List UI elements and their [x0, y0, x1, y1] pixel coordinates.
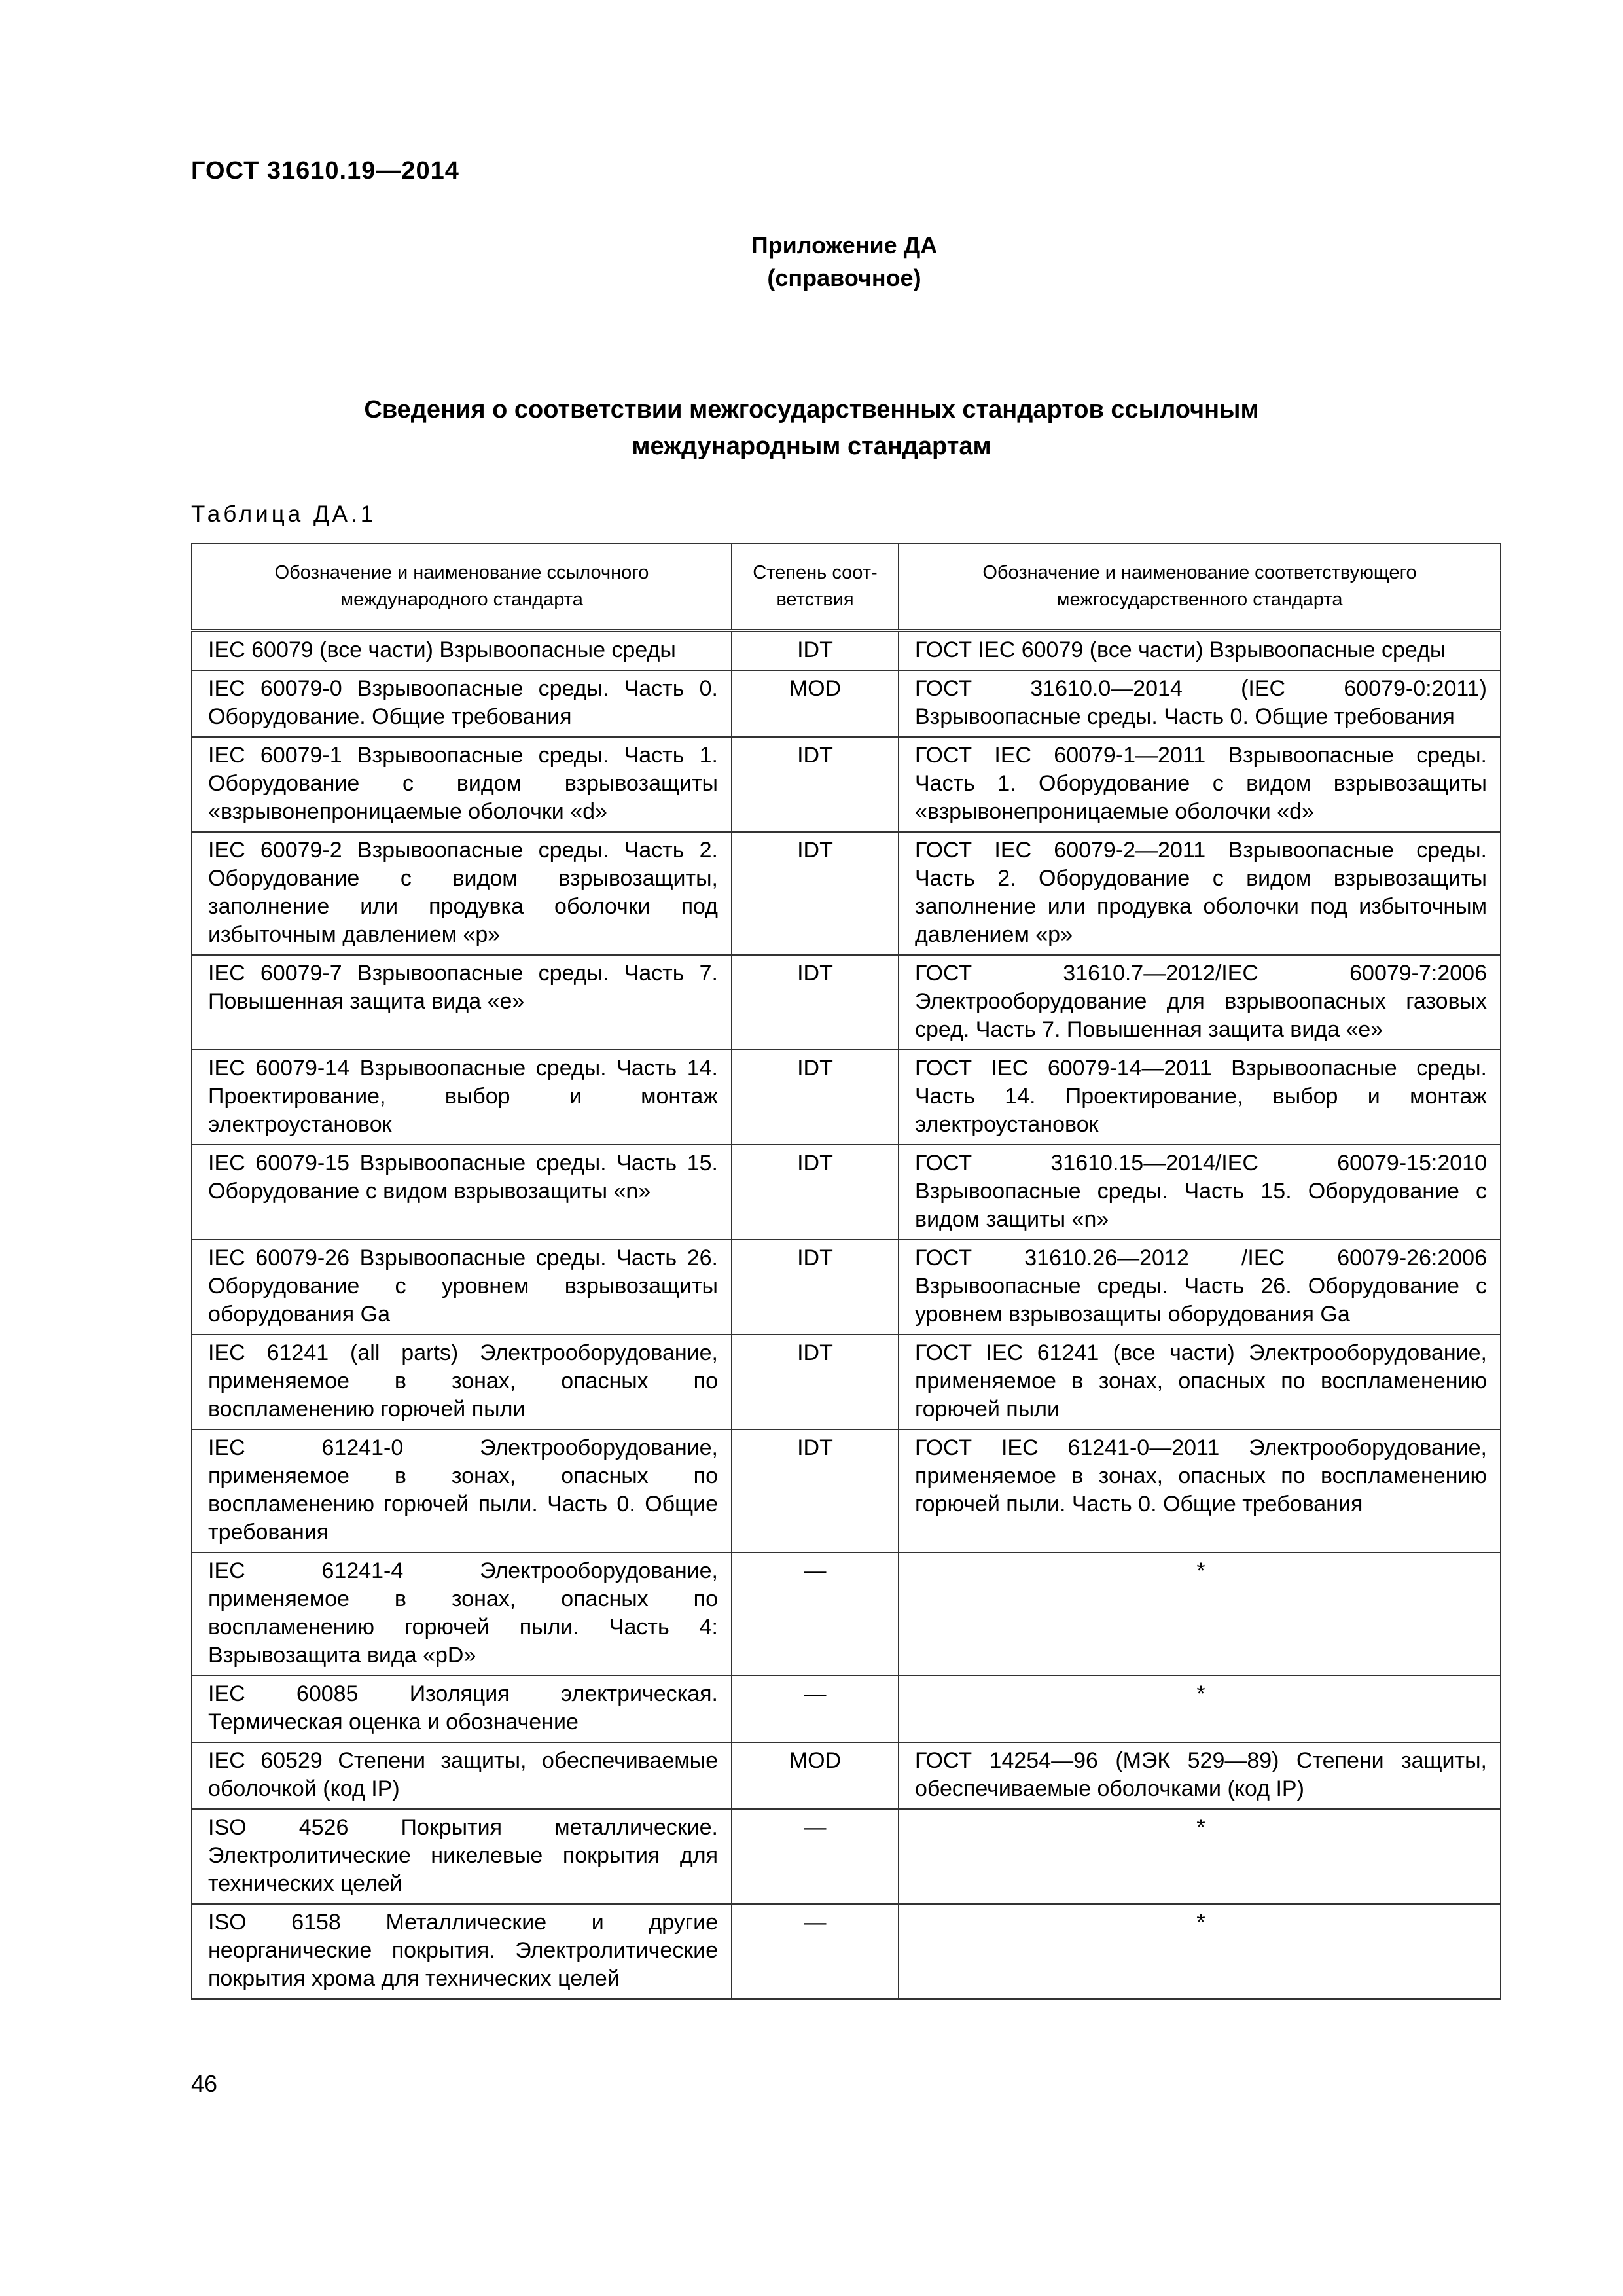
international-standard-cell: IEC 60079-1 Взрывоопасные среды. Часть 1. Оборудование с видом взрывозащиты «взрывонепроницаемые оболочки «d» [192, 737, 732, 832]
degree-cell: MOD [732, 1742, 899, 1809]
international-standard-cell: IEC 60079-15 Взрывоопасные среды. Часть 15. Оборудование с видом взрывозащиты «n» [192, 1145, 732, 1240]
interstate-standard-cell: * [899, 1809, 1501, 1904]
table-row [192, 1742, 1501, 1809]
degree-cell: IDT [732, 1145, 899, 1240]
section-title-line-1: Сведения о соответствии межгосударственных стандартов ссылочным [364, 396, 1259, 423]
header-interstate-standard: Обозначение и наименование соответствующего межгосударственного стандарта [899, 543, 1501, 631]
international-standard-cell: IEC 60079 (все части) Взрывоопасные среды [192, 631, 732, 671]
interstate-standard-cell: ГОСТ 31610.26—2012 /IEC 60079-26:2006 Взрывоопасные среды. Часть 26. Оборудование с уровнем взрывозащиты оборудования Ga [899, 1240, 1501, 1335]
table-row [192, 1240, 1501, 1335]
correspondence-table [191, 543, 1501, 2000]
appendix-type: (справочное) [767, 264, 921, 291]
table-row [192, 955, 1501, 1050]
international-standard-cell: IEC 61241-0 Электрооборудование, применяемое в зонах, опасных по воспламенению горючей пыли. Часть 0. Общие требования [192, 1429, 732, 1552]
degree-cell: — [732, 1676, 899, 1742]
degree-cell: IDT [732, 832, 899, 955]
interstate-standard-cell: ГОСТ IEC 60079-14—2011 Взрывоопасные среды. Часть 14. Проектирование, выбор и монтаж электроустановок [899, 1050, 1501, 1145]
header-international-standard: Обозначение и наименование ссылочного международного стандарта [192, 543, 732, 631]
table-row [192, 1809, 1501, 1904]
appendix-heading [654, 229, 1034, 295]
interstate-standard-cell: ГОСТ 14254—96 (МЭК 529—89) Степени защиты, обеспечиваемые оболочками (код IP) [899, 1742, 1501, 1809]
table-row [192, 1676, 1501, 1742]
international-standard-cell: IEC 61241-4 Электрооборудование, применяемое в зонах, опасных по воспламенению горючей пыли. Часть 4: Взрывозащита вида «pD» [192, 1552, 732, 1676]
degree-cell: IDT [732, 737, 899, 832]
table-row [192, 1552, 1501, 1676]
international-standard-cell: IEC 60085 Изоляция электрическая. Термическая оценка и обозначение [192, 1676, 732, 1742]
table-row [192, 631, 1501, 671]
interstate-standard-cell: ГОСТ 31610.15—2014/IEC 60079-15:2010 Взрывоопасные среды. Часть 15. Оборудование с видом защиты «n» [899, 1145, 1501, 1240]
table-row [192, 737, 1501, 832]
interstate-standard-cell: ГОСТ 31610.0—2014 (IEC 60079-0:2011) Взрывоопасные среды. Часть 0. Общие требования [899, 670, 1501, 737]
appendix-label: Приложение ДА [751, 232, 938, 259]
degree-cell: — [732, 1904, 899, 1999]
degree-cell: — [732, 1552, 899, 1676]
international-standard-cell: IEC 60079-26 Взрывоопасные среды. Часть 26. Оборудование с уровнем взрывозащиты оборудования Ga [192, 1240, 732, 1335]
interstate-standard-cell: ГОСТ 31610.7—2012/IEC 60079-7:2006 Электрооборудование для взрывоопасных газовых сред. Часть 7. Повышенная защита вида «е» [899, 955, 1501, 1050]
international-standard-cell: IEC 60079-7 Взрывоопасные среды. Часть 7. Повышенная защита вида «е» [192, 955, 732, 1050]
degree-cell: IDT [732, 1429, 899, 1552]
page-number: 46 [191, 2070, 218, 2097]
table-caption: Таблица ДА.1 [191, 501, 377, 527]
international-standard-cell: IEC 60079-0 Взрывоопасные среды. Часть 0. Оборудование. Общие требования [192, 670, 732, 737]
table-row [192, 670, 1501, 737]
international-standard-cell: IEC 60529 Степени защиты, обеспечиваемые оболочкой (код IP) [192, 1742, 732, 1809]
table-row [192, 1904, 1501, 1999]
degree-cell: IDT [732, 1335, 899, 1429]
degree-cell: IDT [732, 955, 899, 1050]
interstate-standard-cell: ГОСТ IEC 60079 (все части) Взрывоопасные среды [899, 631, 1501, 671]
international-standard-cell: IEC 60079-2 Взрывоопасные среды. Часть 2. Оборудование с видом взрывозащиты, заполнение или продувка оболочки под избыточным давлением «р» [192, 832, 732, 955]
section-title-line-2: международным стандартам [632, 433, 991, 460]
degree-cell: IDT [732, 631, 899, 671]
interstate-standard-cell: ГОСТ IEC 60079-2—2011 Взрывоопасные среды. Часть 2. Оборудование с видом взрывозащиты заполнение или продувка оболочки под избыточным давлением «р» [899, 832, 1501, 955]
degree-cell: IDT [732, 1240, 899, 1335]
interstate-standard-cell: * [899, 1904, 1501, 1999]
international-standard-cell: IEC 61241 (all parts) Электрооборудование, применяемое в зонах, опасных по воспламенению горючей пыли [192, 1335, 732, 1429]
interstate-standard-cell: * [899, 1552, 1501, 1676]
interstate-standard-cell: * [899, 1676, 1501, 1742]
interstate-standard-cell: ГОСТ IEC 61241 (все части) Электрооборудование, применяемое в зонах, опасных по воспламенению горючей пыли [899, 1335, 1501, 1429]
header-degree-of-correspondence: Степень соот-ветствия [732, 543, 899, 631]
degree-cell: IDT [732, 1050, 899, 1145]
section-title [262, 391, 1361, 465]
table-row [192, 832, 1501, 955]
international-standard-cell: IEC 60079-14 Взрывоопасные среды. Часть 14. Проектирование, выбор и монтаж электроустановок [192, 1050, 732, 1145]
table-row [192, 1429, 1501, 1552]
interstate-standard-cell: ГОСТ IEC 61241-0—2011 Электрооборудование, применяемое в зонах, опасных по воспламенению горючей пыли. Часть 0. Общие требования [899, 1429, 1501, 1552]
international-standard-cell: ISO 4526 Покрытия металлические. Электролитические никелевые покрытия для технических целей [192, 1809, 732, 1904]
table-row [192, 1145, 1501, 1240]
degree-cell: MOD [732, 670, 899, 737]
table-header-row [192, 543, 1501, 631]
international-standard-cell: ISO 6158 Металлические и другие неорганические покрытия. Электролитические покрытия хрома для технических целей [192, 1904, 732, 1999]
interstate-standard-cell: ГОСТ IEC 60079-1—2011 Взрывоопасные среды. Часть 1. Оборудование с видом взрывозащиты «взрывонепроницаемые оболочки «d» [899, 737, 1501, 832]
degree-cell: — [732, 1809, 899, 1904]
table-row [192, 1050, 1501, 1145]
document-code: ГОСТ 31610.19—2014 [191, 157, 459, 185]
table-row [192, 1335, 1501, 1429]
